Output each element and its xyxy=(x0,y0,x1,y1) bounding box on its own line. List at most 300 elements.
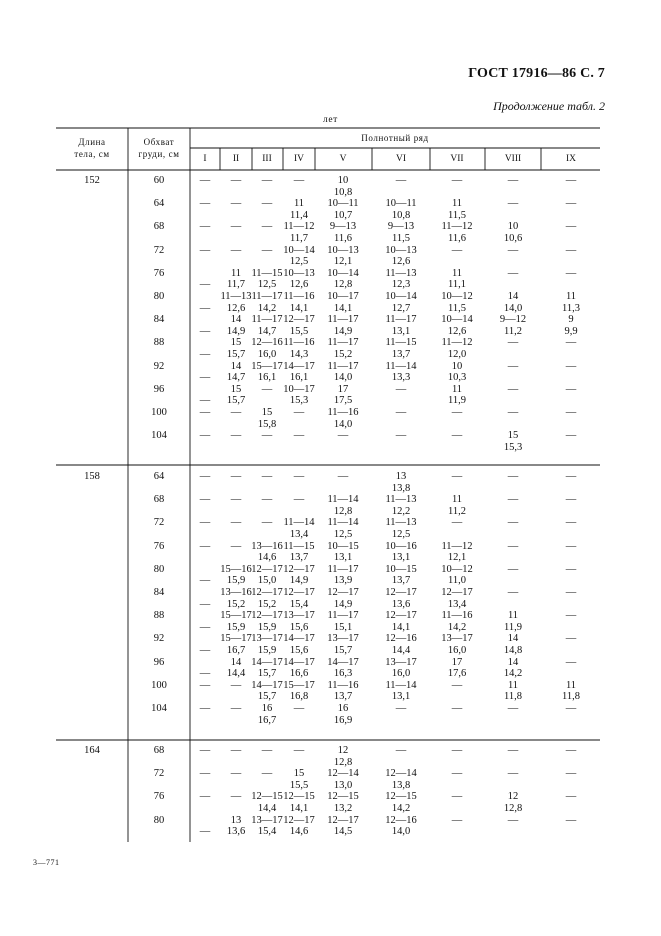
header-fullness-group: Полнотный ряд xyxy=(361,133,429,143)
body-length-value: 158 xyxy=(84,471,100,482)
column-header-3: III xyxy=(262,154,272,164)
cell-top-value: 16 xyxy=(337,703,349,714)
body-chest-value: 72 xyxy=(153,517,165,529)
cell-top-value: — xyxy=(261,430,273,442)
cell-top-value: — xyxy=(230,494,242,506)
cell-top-value: 10—12 xyxy=(441,563,473,575)
cell-top-value: — xyxy=(395,430,407,442)
cell-top-value: — xyxy=(565,221,577,233)
cell-bottom-value: 10,8 xyxy=(391,209,411,221)
cell-top-value: 10—14 xyxy=(283,244,315,256)
cell-top-value: 13—17 xyxy=(385,656,417,668)
cell-top-value: — xyxy=(395,383,407,395)
cell-bottom-value: 13,9 xyxy=(333,575,353,587)
cell-top-value: — xyxy=(451,517,463,529)
cell-top-value: — xyxy=(507,540,519,552)
cell-bottom-value: 15,2 xyxy=(226,598,246,610)
cell-top-value: — xyxy=(451,679,463,691)
body-chest-value: 60 xyxy=(153,175,165,186)
cell-bottom-value: 15,3 xyxy=(503,441,523,453)
cell-bottom-value: 11,3 xyxy=(562,302,580,314)
cell-top-value: 12—17 xyxy=(385,587,417,598)
body-chest-value: 80 xyxy=(153,291,165,302)
cell-top-value: 12—16 xyxy=(251,337,283,349)
cell-top-value: — xyxy=(199,679,211,691)
cell-bottom-value: 12,5 xyxy=(333,528,353,540)
cell-bottom-value: — xyxy=(199,621,211,633)
cell-top-value: 11—17 xyxy=(251,291,283,302)
cell-bottom-value: 13,3 xyxy=(391,372,411,384)
cell-top-value: 11—12 xyxy=(441,221,473,233)
cell-bottom-value: 15,2 xyxy=(333,348,353,360)
cell-bottom-value: 14,0 xyxy=(503,302,523,314)
cell-top-value: — xyxy=(395,407,407,418)
cell-top-value: 14 xyxy=(507,633,519,645)
cell-top-value: 10—11 xyxy=(327,198,359,210)
cell-bottom-value: 16,7 xyxy=(257,714,277,726)
cell-bottom-value: — xyxy=(199,668,211,680)
cell-top-value: — xyxy=(565,267,577,279)
cell-top-value: 10 xyxy=(507,221,519,233)
cell-top-value: — xyxy=(199,745,211,756)
cell-top-value: 12—17 xyxy=(283,314,315,326)
body-chest-value: 100 xyxy=(151,679,167,691)
cell-top-value: — xyxy=(507,198,519,210)
cell-top-value: 15—16 xyxy=(220,563,252,575)
cell-top-value: — xyxy=(507,383,519,395)
cell-bottom-value: — xyxy=(199,598,211,610)
cell-top-value: 11—17 xyxy=(327,337,359,349)
cell-top-value: — xyxy=(199,768,211,780)
cell-bottom-value: 14,8 xyxy=(503,644,523,656)
cell-bottom-value: 13,0 xyxy=(333,779,353,791)
cell-top-value: 11—17 xyxy=(327,563,359,575)
cell-bottom-value: 15,5 xyxy=(289,325,309,337)
cell-top-value: 10—11 xyxy=(385,198,417,210)
cell-top-value: 11—16 xyxy=(327,407,359,418)
cell-bottom-value: 15,2 xyxy=(257,598,277,610)
cell-bottom-value: 11,5 xyxy=(448,302,466,314)
cell-top-value: 10—15 xyxy=(385,563,417,575)
cell-top-value: 12 xyxy=(507,791,519,803)
cell-bottom-value: 15,7 xyxy=(257,691,277,703)
body-chest-value: 68 xyxy=(153,221,165,233)
cell-top-value: — xyxy=(261,471,273,482)
body-chest-value: 96 xyxy=(153,383,165,395)
cell-bottom-value: — xyxy=(199,575,211,587)
cell-bottom-value: 15,7 xyxy=(333,644,353,656)
cell-top-value: — xyxy=(199,430,211,442)
cell-top-value: 12 xyxy=(337,745,349,756)
cell-bottom-value: 11,6 xyxy=(334,232,352,244)
cell-top-value: — xyxy=(451,768,463,780)
cell-top-value: — xyxy=(261,198,273,210)
body-chest-value: 80 xyxy=(153,814,165,826)
body-chest-value: 84 xyxy=(153,587,165,598)
cell-bottom-value: 14,1 xyxy=(289,302,309,314)
cell-bottom-value: 16,3 xyxy=(333,668,353,680)
cell-top-value: — xyxy=(565,494,577,506)
cell-top-value: — xyxy=(565,337,577,349)
cell-bottom-value: 11,5 xyxy=(392,232,410,244)
cell-top-value: 14—17 xyxy=(251,656,283,668)
cell-top-value: — xyxy=(565,540,577,552)
cell-bottom-value: 15,1 xyxy=(333,621,353,633)
cell-top-value: 15 xyxy=(230,337,242,349)
cell-top-value: — xyxy=(565,814,577,826)
cell-top-value: — xyxy=(337,471,349,482)
cell-top-value: 11 xyxy=(451,383,463,395)
cell-bottom-value: 15,9 xyxy=(257,644,277,656)
cell-top-value: — xyxy=(451,814,463,826)
cell-bottom-value: 12,6 xyxy=(391,256,411,268)
cell-top-value: — xyxy=(230,471,242,482)
cell-bottom-value: — xyxy=(199,826,211,838)
cell-top-value: 12—16 xyxy=(385,633,417,645)
cell-bottom-value: 11,9 xyxy=(448,395,466,407)
cell-bottom-value: 15,9 xyxy=(226,575,246,587)
cell-bottom-value: 10,8 xyxy=(333,186,353,198)
cell-top-value: 14 xyxy=(507,656,519,668)
cell-bottom-value: 16,9 xyxy=(333,714,353,726)
cell-bottom-value: 12,8 xyxy=(333,279,353,291)
body-chest-value: 88 xyxy=(153,610,165,622)
cell-top-value: 14 xyxy=(230,314,242,326)
cell-top-value: 10—14 xyxy=(327,267,359,279)
cell-bottom-value: 14,9 xyxy=(333,598,353,610)
cell-bottom-value: 14,1 xyxy=(289,802,309,814)
cell-top-value: — xyxy=(293,407,305,418)
cell-bottom-value: 14,0 xyxy=(333,418,353,430)
cell-top-value: 11 xyxy=(507,679,519,691)
cell-top-value: 9—13 xyxy=(387,221,415,233)
cell-top-value: 12—17 xyxy=(251,610,283,622)
cell-top-value: — xyxy=(565,517,577,529)
cell-top-value: 11 xyxy=(451,267,463,279)
cell-bottom-value: 14,2 xyxy=(391,802,411,814)
cell-bottom-value: 16,0 xyxy=(391,668,411,680)
cell-top-value: 10 xyxy=(451,360,463,372)
cell-top-value: 11—13 xyxy=(220,291,252,302)
cell-top-value: — xyxy=(199,703,211,714)
cell-top-value: 15—17 xyxy=(251,360,283,372)
cell-top-value: — xyxy=(199,175,211,186)
cell-bottom-value: 14,0 xyxy=(333,372,353,384)
cell-top-value: — xyxy=(199,494,211,506)
cell-top-value: — xyxy=(261,517,273,529)
cell-bottom-value: 12,8 xyxy=(333,505,353,517)
cell-top-value: 11—17 xyxy=(385,314,417,326)
cell-top-value: 11—15 xyxy=(251,267,283,279)
body-chest-value: 84 xyxy=(153,314,165,326)
cell-bottom-value: 13,7 xyxy=(289,552,309,564)
cell-bottom-value: 14,6 xyxy=(257,552,277,564)
cell-bottom-value: — xyxy=(199,279,211,291)
cell-bottom-value: 13,1 xyxy=(391,552,411,564)
cell-top-value: — xyxy=(199,244,211,256)
cell-top-value: 11—17 xyxy=(251,314,283,326)
cell-bottom-value: 15,7 xyxy=(257,668,277,680)
cell-bottom-value: 11,2 xyxy=(504,325,522,337)
cell-bottom-value: 14,9 xyxy=(289,575,309,587)
cell-bottom-value: 14,3 xyxy=(289,348,309,360)
cell-top-value: — xyxy=(230,198,242,210)
cell-bottom-value: 13,4 xyxy=(447,598,467,610)
cell-bottom-value: — xyxy=(199,644,211,656)
cell-top-value: — xyxy=(261,494,273,506)
cell-top-value: — xyxy=(230,407,242,418)
cell-bottom-value: 15,0 xyxy=(257,575,277,587)
cell-bottom-value: 16,6 xyxy=(289,668,309,680)
cell-top-value: — xyxy=(230,517,242,529)
cell-top-value: — xyxy=(199,540,211,552)
cell-bottom-value: 15,6 xyxy=(289,621,309,633)
table-continuation-label: Продолжение табл. 2 xyxy=(493,99,605,113)
cell-top-value: 13—17 xyxy=(327,633,359,645)
cell-top-value: — xyxy=(507,563,519,575)
cell-bottom-value: 9,9 xyxy=(564,325,578,337)
cell-top-value: 14 xyxy=(230,656,242,668)
cell-bottom-value: 15,6 xyxy=(289,644,309,656)
cell-bottom-value: 15,3 xyxy=(289,395,309,407)
cell-top-value: 10—17 xyxy=(283,383,315,395)
header-chest-line2: груди, см xyxy=(138,149,180,159)
cell-bottom-value: 14,6 xyxy=(289,826,309,838)
cell-top-value: 13 xyxy=(230,814,242,826)
cell-top-value: — xyxy=(507,768,519,780)
body-chest-value: 88 xyxy=(153,337,165,349)
cell-top-value: 11—14 xyxy=(327,494,359,506)
cell-top-value: 12—14 xyxy=(385,768,417,780)
cell-top-value: — xyxy=(565,383,577,395)
cell-bottom-value: 12,3 xyxy=(391,279,411,291)
cell-top-value: — xyxy=(451,703,463,714)
cell-top-value: 11—12 xyxy=(283,221,315,233)
cell-bottom-value: 13,8 xyxy=(391,779,411,791)
cell-bottom-value: 13,7 xyxy=(391,348,411,360)
cell-top-value: 9—12 xyxy=(499,314,527,326)
cell-top-value: — xyxy=(230,244,242,256)
cell-top-value: — xyxy=(565,633,577,645)
cell-top-value: — xyxy=(451,745,463,756)
cell-top-value: — xyxy=(507,703,519,714)
header-length-line1: Длина xyxy=(78,137,106,147)
cell-top-value: 10—13 xyxy=(327,244,359,256)
cell-top-value: — xyxy=(199,517,211,529)
cell-bottom-value: 10,6 xyxy=(503,232,523,244)
cell-top-value: — xyxy=(230,791,242,803)
cell-bottom-value: 14,7 xyxy=(257,325,277,337)
cell-top-value: 13 xyxy=(395,471,407,482)
header-length xyxy=(58,136,126,160)
body-chest-value: 104 xyxy=(151,703,167,714)
cell-top-value: — xyxy=(507,267,519,279)
cell-top-value: — xyxy=(507,587,519,598)
cell-bottom-value: 14,9 xyxy=(333,325,353,337)
cell-top-value: 11—16 xyxy=(283,291,315,302)
cell-top-value: — xyxy=(565,656,577,668)
cell-top-value: — xyxy=(261,745,273,756)
cell-bottom-value: 12,8 xyxy=(503,802,523,814)
cell-top-value: — xyxy=(230,703,242,714)
cell-top-value: 9—13 xyxy=(329,221,357,233)
cell-top-value: — xyxy=(565,587,577,598)
cell-top-value: — xyxy=(565,768,577,780)
cell-bottom-value: 15,4 xyxy=(257,826,277,838)
cell-top-value: 11—17 xyxy=(327,314,359,326)
cell-top-value: 14 xyxy=(230,360,242,372)
cell-bottom-value: 11,4 xyxy=(290,209,308,221)
cell-top-value: 10 xyxy=(337,175,349,186)
cell-bottom-value: 14,1 xyxy=(391,621,411,633)
cell-top-value: 12—17 xyxy=(327,587,359,598)
column-header-5: V xyxy=(339,154,347,164)
cell-top-value: — xyxy=(507,337,519,349)
cell-top-value: — xyxy=(293,175,305,186)
cell-top-value: — xyxy=(199,198,211,210)
cell-bottom-value: 11,7 xyxy=(227,279,245,291)
cell-top-value: — xyxy=(565,360,577,372)
cell-top-value: — xyxy=(261,175,273,186)
cell-bottom-value: 12,5 xyxy=(391,528,411,540)
body-chest-value: 104 xyxy=(151,430,167,442)
cell-bottom-value: 10,3 xyxy=(447,372,467,384)
cell-top-value: 10—14 xyxy=(441,314,473,326)
cell-top-value: — xyxy=(565,745,577,756)
cell-bottom-value: 17,5 xyxy=(333,395,353,407)
cell-top-value: 15 xyxy=(230,383,242,395)
cell-top-value: — xyxy=(230,679,242,691)
cell-top-value: — xyxy=(565,563,577,575)
cell-top-value: — xyxy=(451,244,463,256)
cell-top-value: — xyxy=(507,814,519,826)
cell-bottom-value: 16,8 xyxy=(289,691,309,703)
cell-bottom-value: 14,2 xyxy=(447,621,467,633)
cell-top-value: — xyxy=(507,360,519,372)
cell-top-value: 13—17 xyxy=(441,633,473,645)
cell-top-value: 11 xyxy=(451,198,463,210)
cell-top-value: 14 xyxy=(507,291,519,302)
caption-top: лет xyxy=(323,115,338,125)
cell-bottom-value: 17,6 xyxy=(447,668,467,680)
cell-top-value: 10—13 xyxy=(385,244,417,256)
cell-top-value: 14—17 xyxy=(283,656,315,668)
cell-top-value: — xyxy=(451,175,463,186)
cell-top-value: — xyxy=(261,768,273,780)
cell-bottom-value: 12,2 xyxy=(391,505,411,517)
cell-top-value: — xyxy=(293,745,305,756)
cell-top-value: — xyxy=(507,471,519,482)
column-header-7: VII xyxy=(450,154,464,164)
cell-bottom-value: 15,9 xyxy=(257,621,277,633)
cell-top-value: 11—16 xyxy=(441,610,473,622)
cell-top-value: — xyxy=(230,745,242,756)
cell-top-value: — xyxy=(395,703,407,714)
cell-top-value: 12—15 xyxy=(327,791,359,803)
cell-bottom-value: 14,2 xyxy=(503,668,523,680)
cell-top-value: — xyxy=(199,471,211,482)
column-header-6: VI xyxy=(395,154,407,164)
cell-bottom-value: — xyxy=(199,395,211,407)
cell-bottom-value: 13,7 xyxy=(391,575,411,587)
cell-bottom-value: 11,7 xyxy=(290,232,308,244)
body-chest-value: 72 xyxy=(153,244,165,256)
cell-top-value: — xyxy=(337,430,349,442)
cell-bottom-value: 13,1 xyxy=(391,691,411,703)
page-header-title: ГОСТ 17916—86 С. 7 xyxy=(468,66,605,81)
cell-top-value: — xyxy=(395,175,407,186)
cell-top-value: 11—17 xyxy=(327,610,359,622)
body-chest-value: 96 xyxy=(153,656,165,668)
cell-bottom-value: 14,2 xyxy=(257,302,277,314)
cell-bottom-value: 13,6 xyxy=(391,598,411,610)
column-header-4: IV xyxy=(293,154,305,164)
cell-bottom-value: 13,7 xyxy=(333,691,353,703)
cell-top-value: 11—12 xyxy=(441,540,473,552)
cell-top-value: 11 xyxy=(565,291,577,302)
cell-top-value: — xyxy=(293,471,305,482)
cell-bottom-value: 15,7 xyxy=(226,348,246,360)
cell-top-value: — xyxy=(293,494,305,506)
cell-bottom-value: 13,2 xyxy=(333,802,353,814)
cell-top-value: 15—17 xyxy=(283,679,315,691)
cell-top-value: — xyxy=(230,221,242,233)
cell-top-value: — xyxy=(451,430,463,442)
cell-top-value: — xyxy=(230,175,242,186)
cell-top-value: 11—13 xyxy=(385,267,417,279)
cell-top-value: 13—16 xyxy=(251,540,283,552)
cell-top-value: 12—15 xyxy=(283,791,315,803)
cell-top-value: — xyxy=(565,244,577,256)
cell-bottom-value: — xyxy=(199,348,211,360)
column-header-9: IX xyxy=(565,154,577,164)
cell-top-value: 12—17 xyxy=(327,814,359,826)
cell-top-value: — xyxy=(507,494,519,506)
cell-bottom-value: 14,0 xyxy=(391,826,411,838)
cell-top-value: 11—13 xyxy=(385,517,417,529)
cell-top-value: — xyxy=(565,791,577,803)
cell-bottom-value: 15,8 xyxy=(257,418,277,430)
cell-top-value: 15 xyxy=(507,430,519,442)
cell-bottom-value: 12,7 xyxy=(391,302,411,314)
cell-top-value: — xyxy=(199,221,211,233)
body-chest-value: 64 xyxy=(153,198,165,210)
cell-top-value: 12—14 xyxy=(327,768,359,780)
cell-top-value: 10—16 xyxy=(385,540,417,552)
cell-top-value: 11—15 xyxy=(385,337,417,349)
column-header-2: II xyxy=(232,154,240,164)
cell-top-value: — xyxy=(565,610,577,622)
cell-top-value: 12—15 xyxy=(251,791,283,803)
cell-bottom-value: 13,6 xyxy=(226,826,246,838)
cell-bottom-value: 12,8 xyxy=(333,756,353,768)
cell-top-value: 12—16 xyxy=(385,814,417,826)
cell-bottom-value: 10,7 xyxy=(333,209,353,221)
cell-top-value: — xyxy=(507,175,519,186)
body-length-value: 164 xyxy=(84,745,100,756)
cell-bottom-value: 14,1 xyxy=(333,302,353,314)
cell-bottom-value: 12,5 xyxy=(257,279,277,291)
cell-top-value: 13—17 xyxy=(251,633,283,645)
cell-bottom-value: 12,6 xyxy=(289,279,309,291)
cell-top-value: 11 xyxy=(293,198,305,210)
cell-top-value: 12—17 xyxy=(385,610,417,622)
cell-top-value: 15 xyxy=(293,768,305,780)
cell-bottom-value: 16,0 xyxy=(447,644,467,656)
cell-bottom-value: — xyxy=(199,302,211,314)
cell-top-value: 13—16 xyxy=(220,587,252,598)
cell-top-value: — xyxy=(293,430,305,442)
